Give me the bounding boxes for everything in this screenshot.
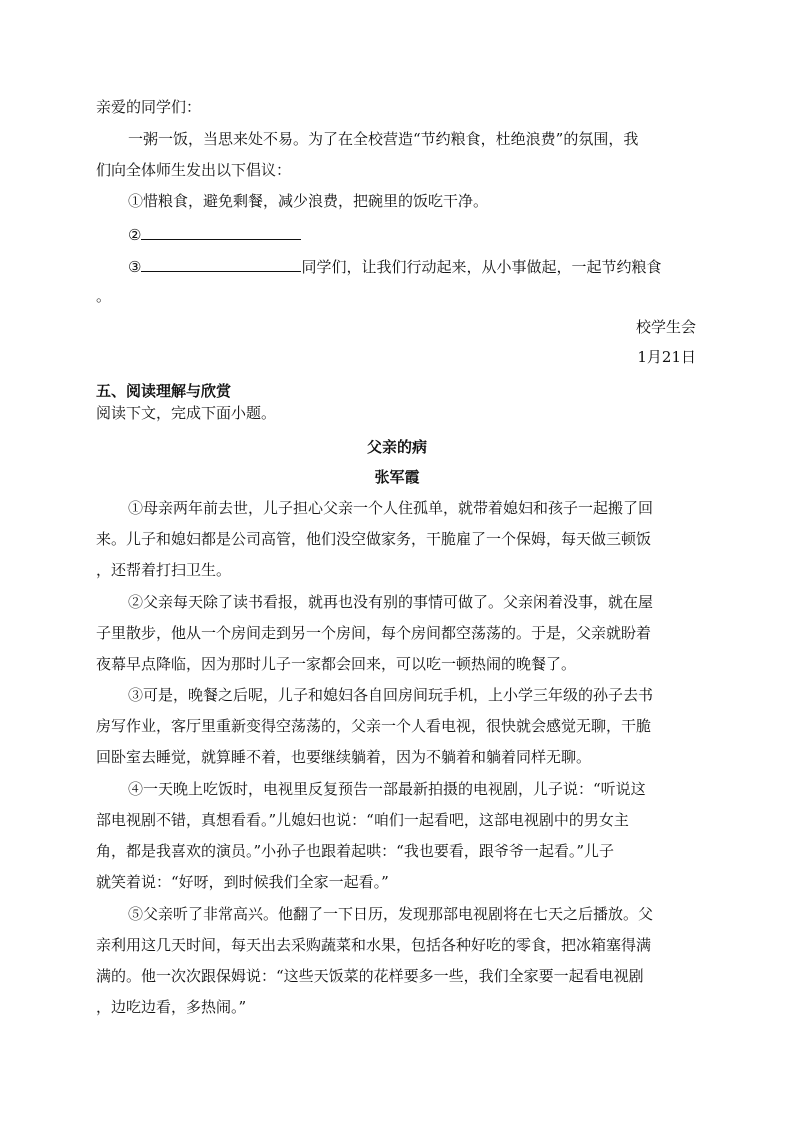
section-instruction: 阅读下文，完成下面小题。: [96, 404, 277, 422]
article-line: 夜幕早点降临，因为那时儿子一家都会回来，可以吃一顿热闹的晚餐了。: [96, 655, 577, 673]
article-line: ⑤父亲听了非常高兴。他翻了一下日历，发现那部电视剧将在七天之后播放。父: [128, 905, 654, 923]
proposal-item-1: ①惜粮食，避免剩餐，减少浪费，把碗里的饭吃干净。: [128, 192, 489, 210]
article-line: ，边吃边看，多热闹。”: [96, 998, 247, 1016]
proposal-item-2: [128, 223, 301, 245]
letter-salutation: 亲爱的同学们：: [96, 98, 202, 116]
article-line: 角，都是我喜欢的演员。”小孙子也跟着起哄：“我也要看，跟爷爷一起看。”儿子: [96, 842, 615, 860]
section-heading: 五、阅读理解与欣赏: [96, 382, 232, 400]
proposal-item-3-marker: ③: [128, 258, 142, 276]
article-line: ①母亲两年前去世，儿子担心父亲一个人住孤单，就带着媳妇和孩子一起搬了回: [128, 499, 654, 517]
letter-signer: 校学生会: [635, 318, 696, 336]
letter-date: 1月21日: [637, 348, 696, 366]
article-title: 父亲的病: [366, 438, 427, 456]
fill-in-blank-2[interactable]: [141, 223, 301, 240]
article-line: 部电视剧不错，真想看看。”儿媳妇也说：“咱们一起看吧，这部电视剧中的男女主: [96, 811, 629, 829]
proposal-item-2-marker: ②: [128, 226, 142, 244]
article-line: ②父亲每天除了读书看报，就再也没有别的事情可做了。父亲闲着没事，就在屋: [128, 593, 654, 611]
proposal-item-3-end: 。: [96, 287, 112, 305]
article-author: 张军霞: [374, 468, 420, 486]
letter-paragraph-line: 一粥一饭，当思来处不易。为了在全校营造“节约粮食，杜绝浪费”的氛围，我: [128, 130, 639, 148]
proposal-item-3: [128, 255, 661, 277]
letter-paragraph-line: 们向全体师生发出以下倡议：: [96, 161, 292, 179]
article-line: 回卧室去睡觉，就算睡不着，也要继续躺着，因为不躺着和躺着同样无聊。: [96, 748, 592, 766]
article-line: 来。儿子和媳妇都是公司高管，他们没空做家务，干脆雇了一个保姆，每天做三顿饭: [96, 530, 652, 548]
article-line: 亲利用这几天时间，每天出去采购蔬菜和水果，包括各种好吃的零食，把冰箱塞得满: [96, 936, 652, 954]
article-line: ，还帮着打扫卫生。: [96, 561, 232, 579]
fill-in-blank-3[interactable]: [141, 255, 301, 272]
article-line: ④一天晚上吃饭时，电视里反复预告一部最新拍摄的电视剧，儿子说：“听说这: [128, 780, 646, 798]
article-line: 就笑着说：“好呀，到时候我们全家一起看。”: [96, 873, 389, 891]
article-line: ③可是，晚餐之后呢，儿子和媳妇各自回房间玩手机，上小学三年级的孙子去书: [128, 686, 654, 704]
article-line: 子里散步，他从一个房间走到另一个房间，每个房间都空荡荡的。于是，父亲就盼着: [96, 624, 652, 642]
article-line: 房写作业，客厅里重新变得空荡荡的，父亲一个人看电视，很快就会感觉无聊，干脆: [96, 717, 652, 735]
proposal-item-3-text: 同学们，让我们行动起来，从小事做起，一起节约粮食: [301, 258, 662, 276]
article-line: 满的。他一次次跟保姆说：“这些天饭菜的花样要多一些，我们全家要一起看电视剧: [96, 967, 644, 985]
